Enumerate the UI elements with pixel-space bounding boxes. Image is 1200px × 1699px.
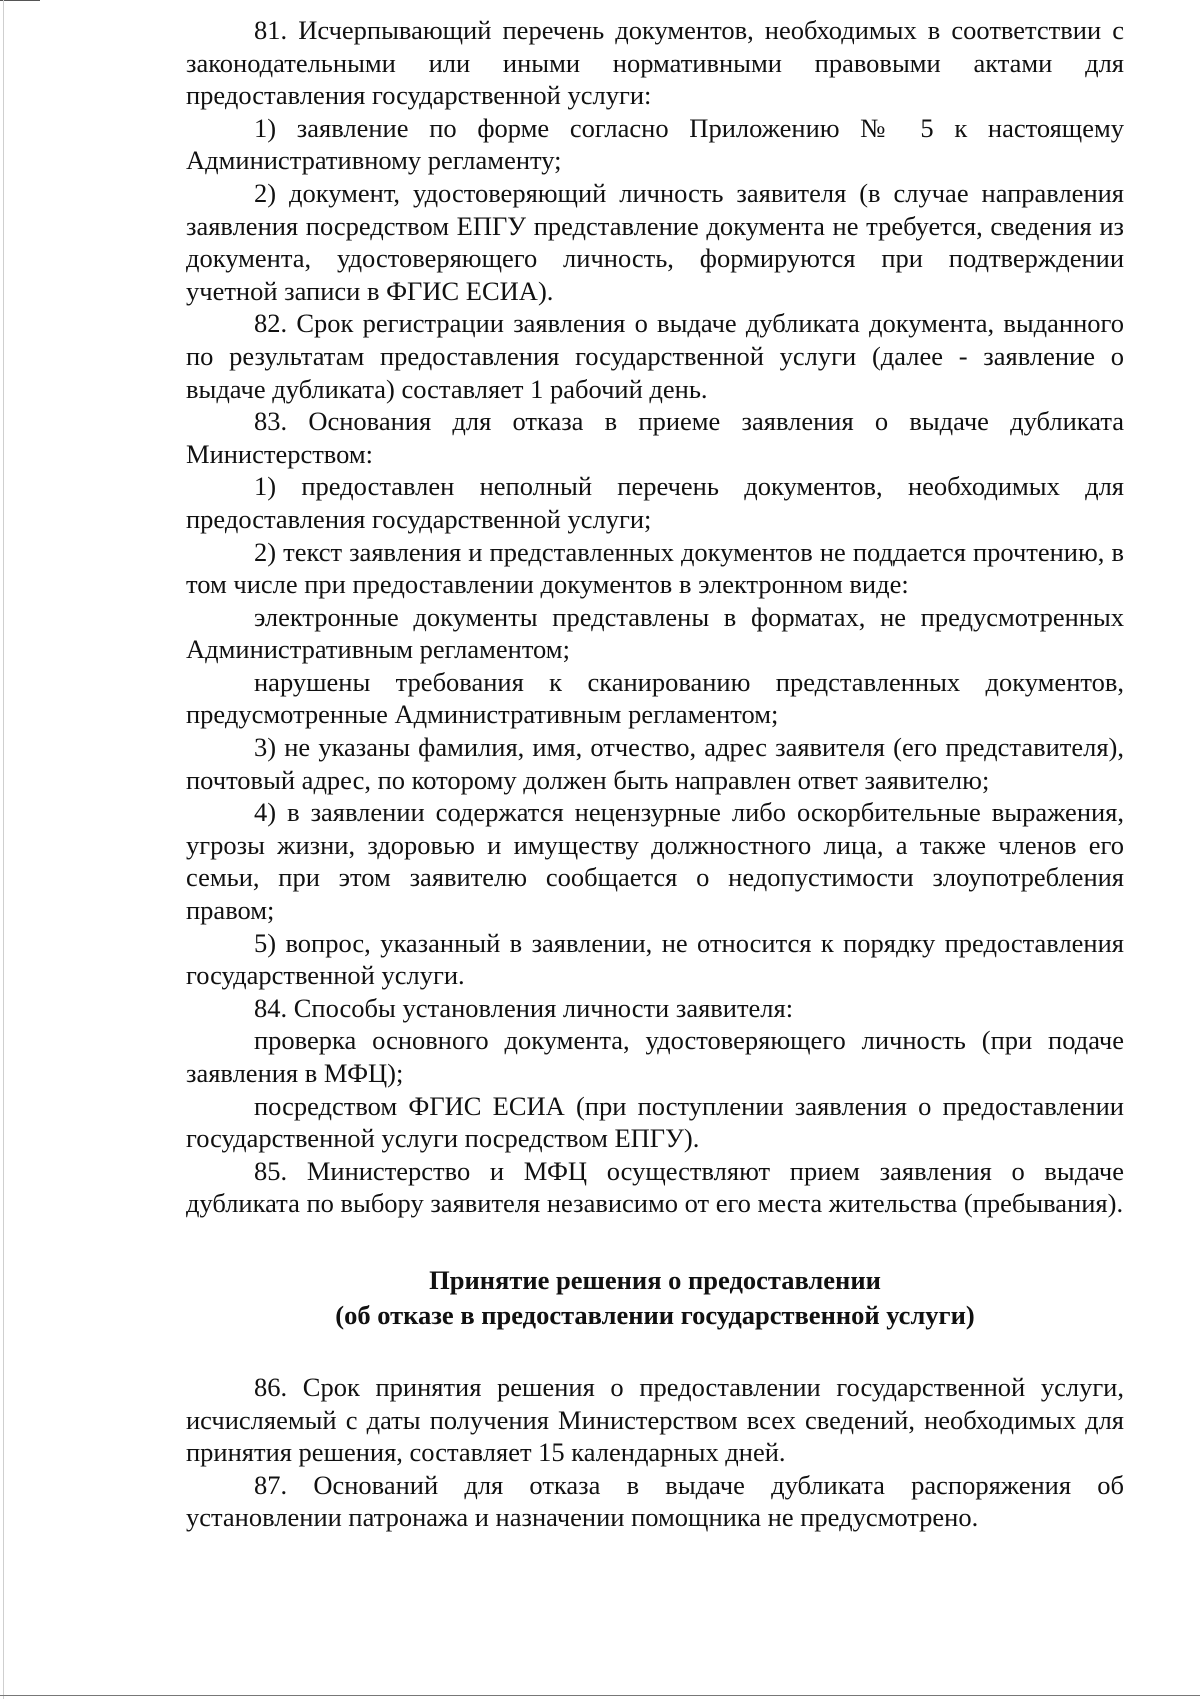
- paragraph-83-item-2b: нарушены требования к сканированию представленных документов, предусмотренные Административным регламентом;: [186, 666, 1124, 730]
- paragraph-85: 85. Министерство и МФЦ осуществляют прием заявления о выдаче дубликата по выбору заявителя независимо от его места жительства (пребывания).: [186, 1155, 1124, 1219]
- paragraph-83: 83. Основания для отказа в приеме заявления о выдаче дубликата Министерством:: [186, 406, 1124, 469]
- paragraph-83-item-4: 4) в заявлении содержатся нецензурные либо оскорбительные выражения, угрозы жизни, здоровью и имуществу должностного лица, а также членов его семьи, при этом заявителю сообщается о недопустимости злоупотребления правом;: [186, 797, 1124, 926]
- scan-artifact-edge: [3, 0, 4, 1699]
- section-heading-line-2: (об отказе в предоставлении государственной услуги): [335, 1299, 975, 1330]
- paragraph-81: 81. Исчерпывающий перечень документов, необходимых в соответствии с законодательными или иными нормативными правовыми актами для предоставления государственной услуги:: [186, 15, 1124, 111]
- section-heading-line-1: Принятие решения о предоставлении: [429, 1264, 881, 1295]
- section-heading: [186, 1263, 1124, 1333]
- paragraph-84: 84. Способы установления личности заявителя:: [254, 992, 794, 1023]
- paragraph-81-item-2: 2) документ, удостоверяющий личность заявителя (в случае направления заявления посредством ЕПГУ представление документа не требуется, сведения из документа, удостоверяющего личность, формируются при подтверждении учетной записи в ФГИС ЕСИА).: [186, 177, 1124, 306]
- paragraph-83-item-2: 2) текст заявления и представленных документов не поддается прочтению, в том числе при предоставлении документов в электронном виде:: [186, 536, 1124, 600]
- paragraph-84-item-a: проверка основного документа, удостоверяющего личность (при подаче заявления в МФЦ);: [186, 1025, 1124, 1088]
- scan-artifact-line: [0, 0, 40, 1]
- document-body: [186, 14, 1124, 1534]
- paragraph-87: 87. Оснований для отказа в выдаче дубликата распоряжения об установлении патронажа и назначении помощника не предусмотрено.: [186, 1469, 1124, 1533]
- paragraph-82: 82. Срок регистрации заявления о выдаче дубликата документа, выданного по результатам предоставления государственной услуги (далее - заявление о выдаче дубликата) составляет 1 рабочий день.: [186, 308, 1124, 404]
- paragraph-86: 86. Срок принятия решения о предоставлении государственной услуги, исчисляемый с даты получения Министерством всех сведений, необходимых для принятия решения, составляет 15 календарных дней.: [186, 1371, 1124, 1468]
- scan-artifact-line-bottom: [0, 1695, 1200, 1696]
- paragraph-83-item-1: 1) предоставлен неполный перечень документов, необходимых для предоставления государственной услуги;: [186, 471, 1124, 534]
- paragraph-81-item-1: 1) заявление по форме согласно Приложению № 5 к настоящему Административному регламенту;: [186, 112, 1124, 176]
- paragraph-83-item-3: 3) не указаны фамилия, имя, отчество, адрес заявителя (его представителя), почтовый адрес, по которому должен быть направлен ответ заявителю;: [186, 732, 1124, 795]
- paragraph-83-item-2a: электронные документы представлены в форматах, не предусмотренных Административным регламентом;: [186, 601, 1124, 665]
- paragraph-84-item-b: посредством ФГИС ЕСИА (при поступлении заявления о предоставлении государственной услуги посредством ЕПГУ).: [186, 1090, 1124, 1154]
- paragraph-83-item-5: 5) вопрос, указанный в заявлении, не относится к порядку предоставления государственной услуги.: [186, 927, 1124, 991]
